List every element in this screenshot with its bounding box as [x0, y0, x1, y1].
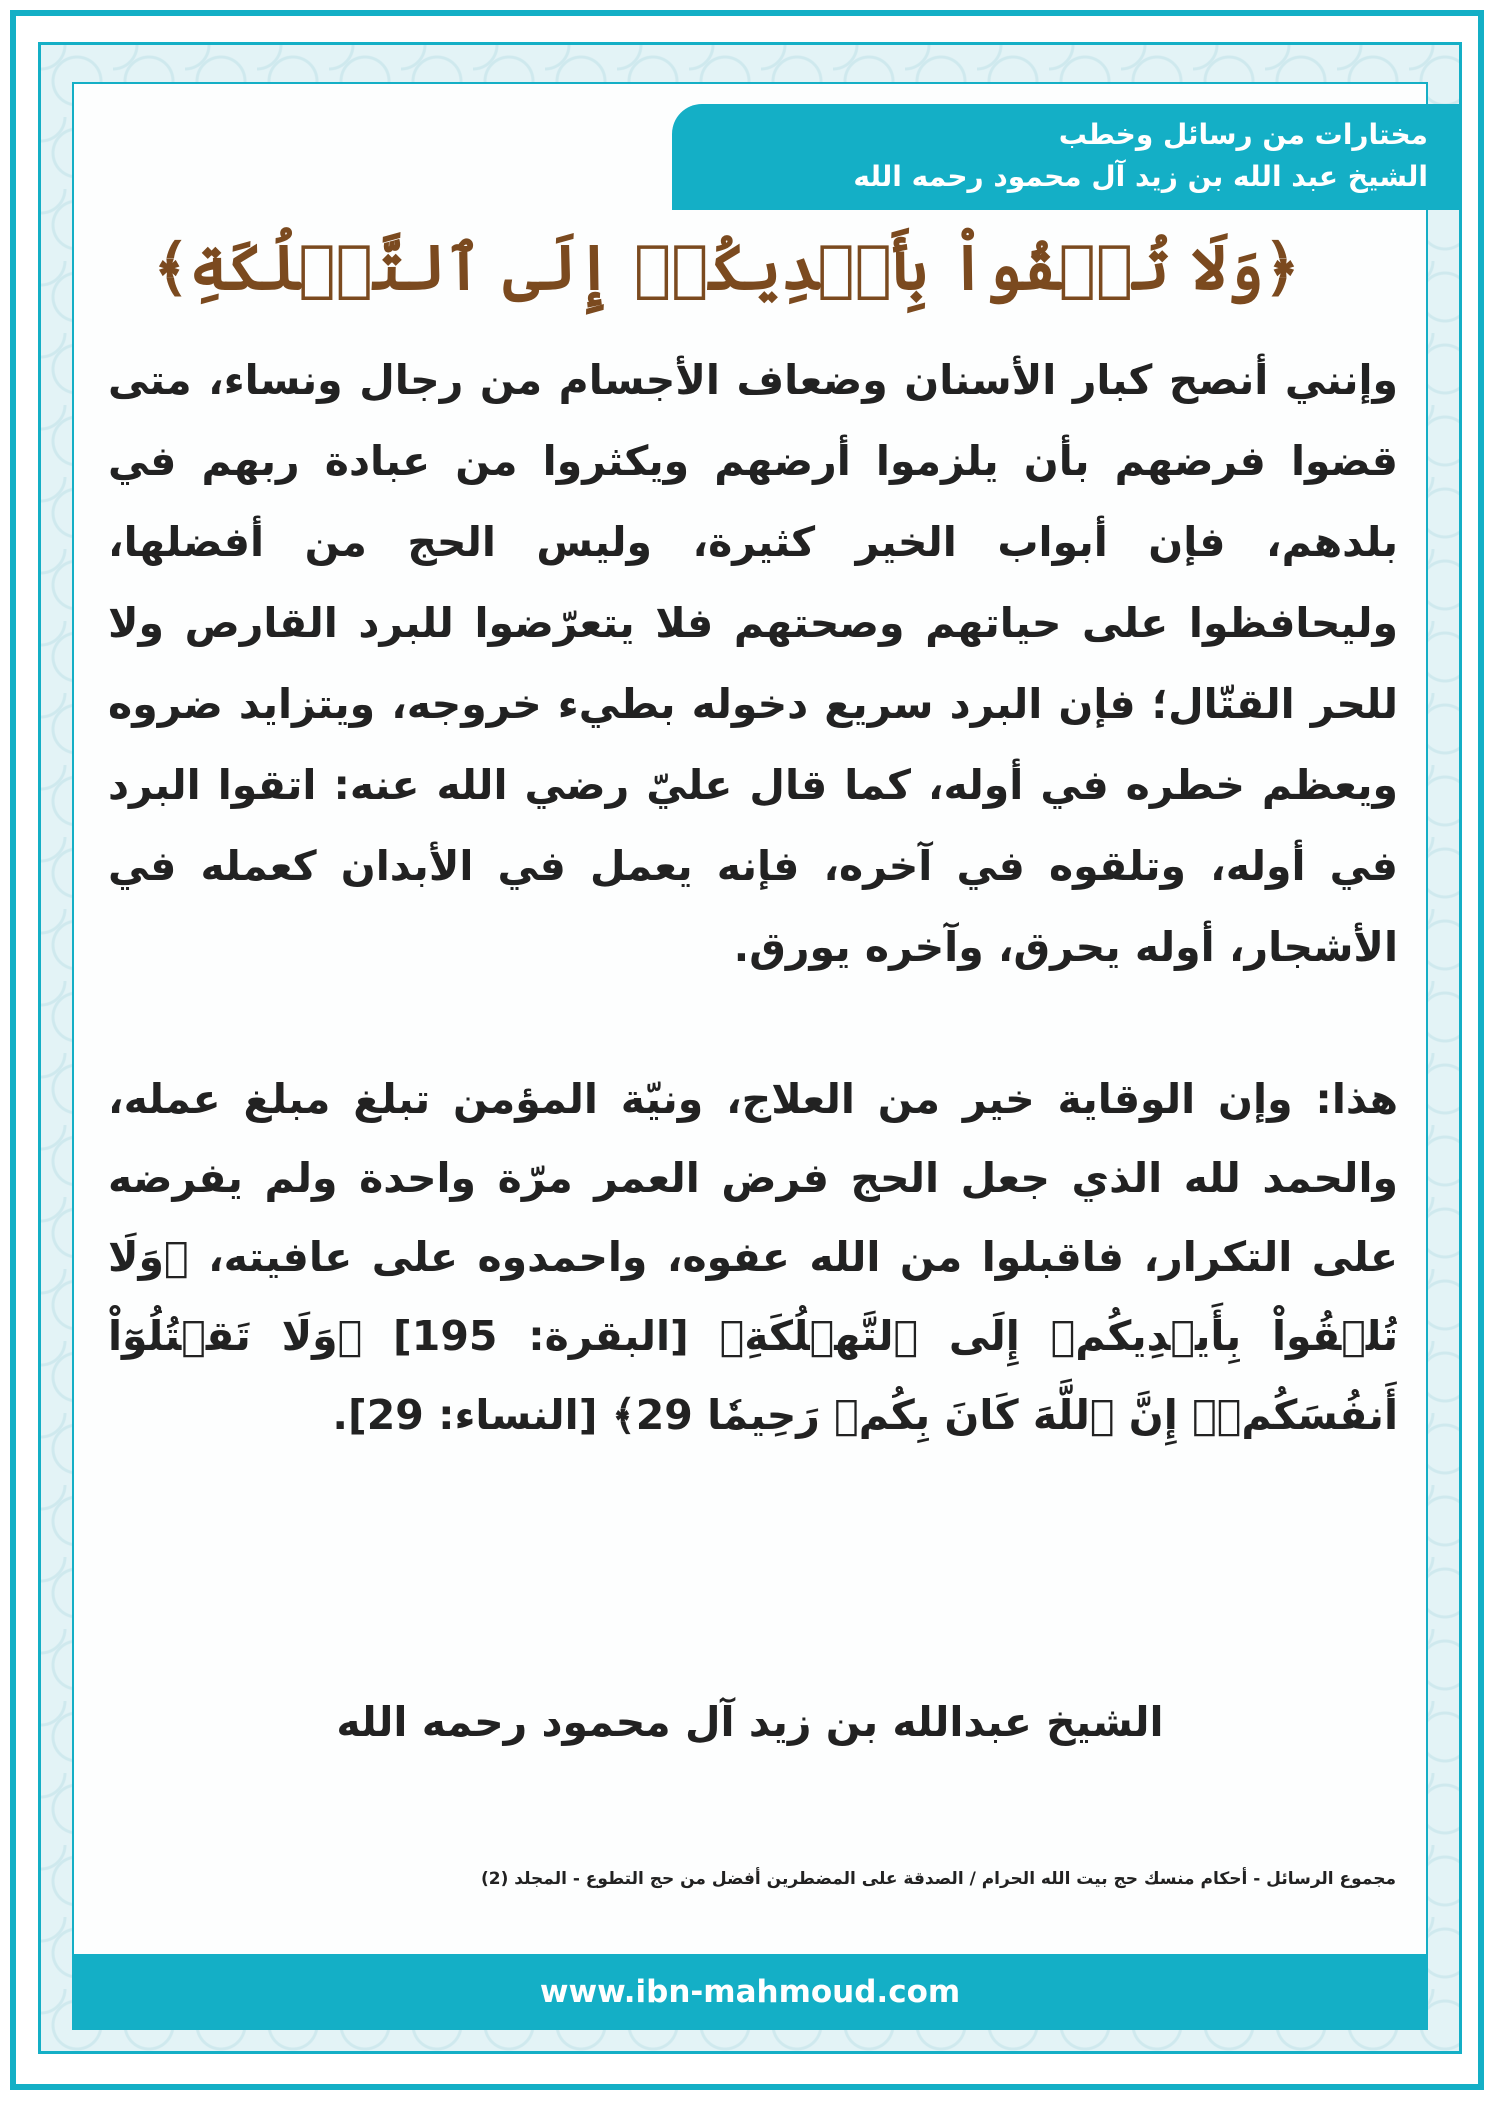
series-title: مختارات من رسائل وخطب [1058, 118, 1428, 151]
source-reference: مجموع الرسائل - أحكام منسك حج بيت الله الحرام / الصدقة على المضطرين أفضل من حج التطوع - المجلد (2) [480, 1869, 1396, 1889]
author-signature: الشيخ عبدالله بن زيد آل محمود رحمه الله [336, 1698, 1164, 1746]
header-ribbon [672, 104, 1462, 210]
paragraph-conclusion: هذا: وإن الوقاية خير من العلاج، ونيّة المؤمن تبلغ مبلغ عمله، والحمد لله الذي جعل الحج فرض العمر مرّة واحدة ولم يفرضه على التكرار، فاقبلوا من الله عفوه، واحمدوه على عافيته، ﴿وَلَا تُلۡقُواْ بِأَيۡدِيكُمۡ إِلَى ٱلتَّهۡلُكَةِ﴾ [البقرة: 195] ﴿وَلَا تَقۡتُلُوٓاْ أَنفُسَكُمۡۚ إِنَّ ٱللَّهَ كَانَ بِكُمۡ رَحِيمٗا 29﴾ [النساء: 29]. [108, 1075, 1398, 1439]
article-body [108, 340, 1398, 1455]
website-link[interactable]: www.ibn-mahmoud.com [539, 1974, 961, 2010]
footer-bar [72, 1954, 1428, 2030]
verse-title: ﴿وَلَا تُلۡقُواْ بِأَيۡدِيكُمۡ إِلَى ٱلتَّهۡلُكَةِ﴾ [153, 231, 1300, 304]
author-line: الشيخ عبد الله بن زيد آل محمود رحمه الله [853, 160, 1428, 193]
paragraph-advice: وإنني أنصح كبار الأسنان وضعاف الأجسام من رجال ونساء، متى قضوا فرضهم بأن يلزموا أرضهم ويكثروا من عبادة ربهم في بلدهم، فإن أبواب الخير كثيرة، وليس الحج من أفضلها، وليحافظوا على حياتهم وصحتهم فلا يتعرّضوا للبرد القارص ولا للحر القتّال؛ فإن البرد سريع دخوله بطيء خروجه، ويتزايد ضروه ويعظم خطره في أوله، كما قال عليّ رضي الله عنه: اتقوا البرد في أوله، وتلقوه في آخره، فإنه يعمل في الأبدان كعمله في الأشجار، أوله يحرق، وآخره يورق. [108, 356, 1398, 971]
